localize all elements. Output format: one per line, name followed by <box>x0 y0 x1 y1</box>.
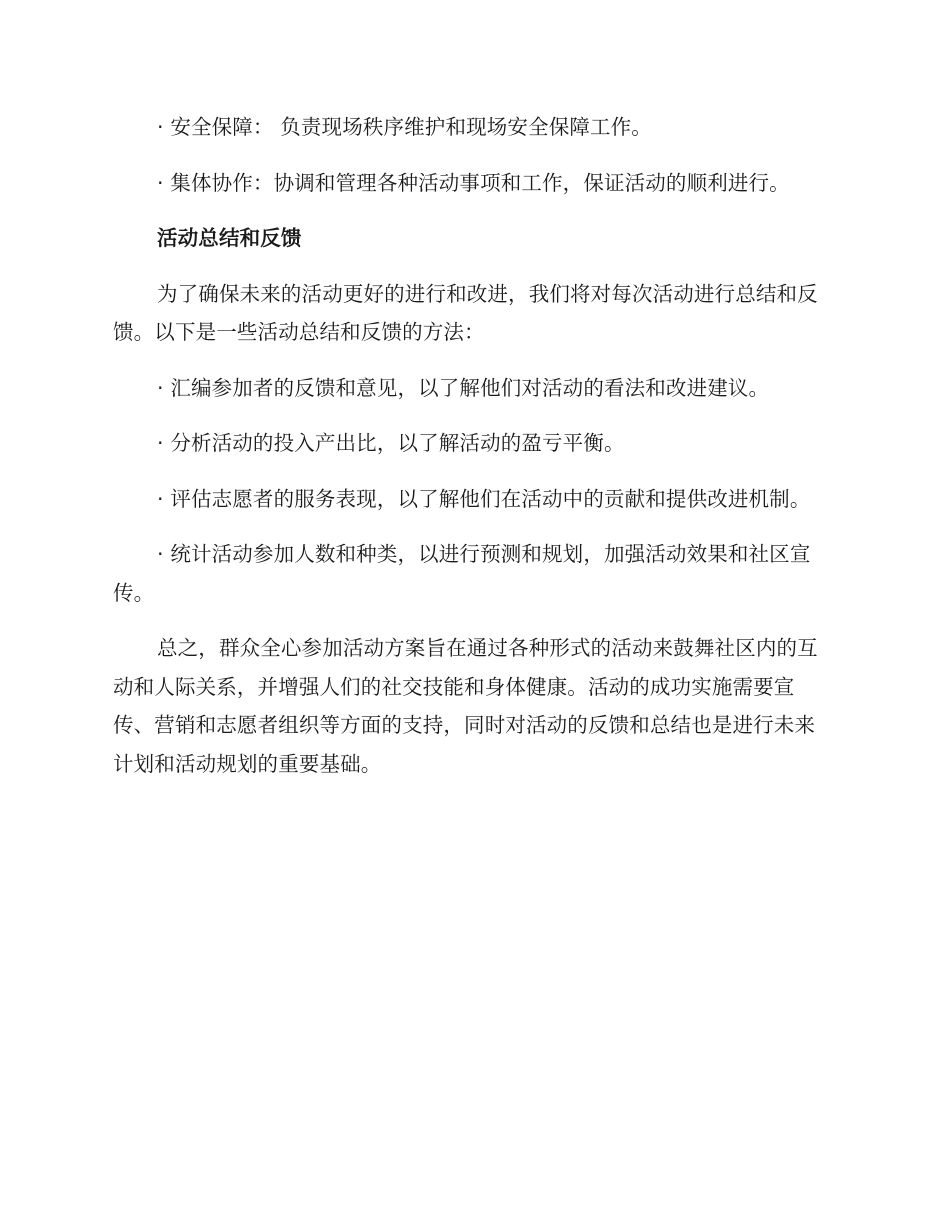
method-item-volunteers: · 评估志愿者的服务表现，以了解他们在活动中的贡献和提供改进机制。 <box>157 486 811 511</box>
method-item-roi: · 分析活动的投入产出比，以了解活动的盈亏平衡。 <box>157 431 625 455</box>
bullet-collaboration: · 集体协作：协调和管理各种活动事项和工作，保证活动的顺利进行。 <box>157 170 790 195</box>
method-item-feedback: · 汇编参加者的反馈和意见，以了解他们对活动的看法和改进建议。 <box>157 375 770 400</box>
section-heading: 活动总结和反馈 <box>157 226 302 250</box>
intro-paragraph: 为了确保未来的活动更好的进行和改进，我们将对每次活动进行总结和反馈。以下是一些活动总结和反馈的方法： <box>113 281 818 344</box>
conclusion-paragraph: 总之，群众全心参加活动方案旨在通过各种形式的活动来鼓舞社区内的互动和人际关系，并增强人们的社交技能和身体健康。活动的成功实施需要宣传、营销和志愿者组织等方面的支持，同时对活动的反馈和总结也是进行未来计划和活动规划的重要基础。 <box>113 636 818 776</box>
document-body <box>113 108 833 800</box>
bullet-safety: · 安全保障： 负责现场秩序维护和现场安全保障工作。 <box>157 115 652 139</box>
method-item-statistics: · 统计活动参加人数和种类，以进行预测和规划，加强活动效果和社区宣传。 <box>113 542 811 605</box>
